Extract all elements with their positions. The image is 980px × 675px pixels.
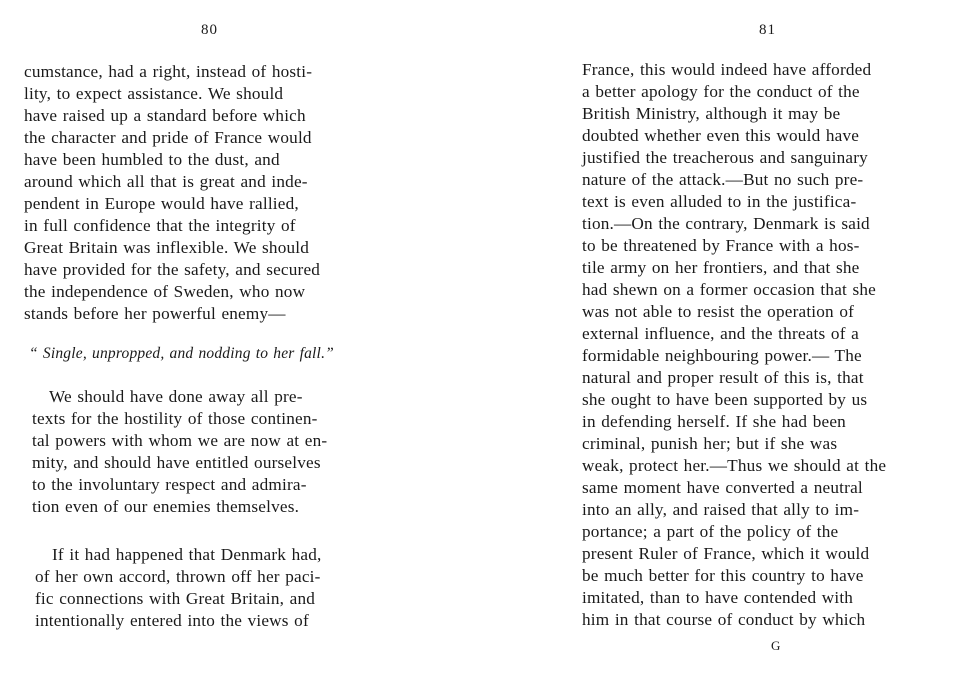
left-line-4: the character and pride of France would [24,128,312,147]
right-line-24: be much better for this country to have [582,566,864,585]
right-line-2: a better apology for the conduct of the [582,82,860,101]
right-line-22: portance; a part of the policy of the [582,522,839,541]
left-line-12: stands before her powerful enemy— [24,304,286,323]
right-line-11: had shewn on a former occasion that she [582,280,877,299]
right-line-5: justified the treacherous and sanguinary [582,148,868,167]
right-line-7: text is even alluded to in the justifica- [582,192,857,211]
left-line-10: have provided for the safety, and secured [24,260,321,279]
right-line-1: France, this would indeed have afforded [582,60,872,79]
page-number-right: 81 [759,22,776,38]
left-line-1: cumstance, had a right, instead of hosti- [24,62,313,81]
para2-line-2: texts for the hostility of those continen- [32,409,318,428]
right-line-14: formidable neighbouring power.— The [582,346,862,365]
right-line-18: criminal, punish her; but if she was [582,434,838,453]
right-line-21: into an ally, and raised that ally to im- [582,500,860,519]
para3-line-1: If it had happened that Denmark had, [52,545,322,564]
para3-line-4: intentionally entered into the views of [35,611,309,630]
signature-mark: G [771,638,781,653]
para2-line-3: tal powers with whom we are now at en- [32,431,328,450]
quotation: “ Single, unpropped, and nodding to her fall.” [29,345,334,362]
right-line-8: tion.—On the contrary, Denmark is said [582,214,870,233]
para2-line-6: tion even of our enemies themselves. [32,497,300,516]
left-line-7: pendent in Europe would have rallied, [24,194,299,213]
para3-line-2: of her own accord, thrown off her paci- [35,567,321,586]
right-line-15: natural and proper result of this is, that [582,368,864,387]
right-line-3: British Ministry, although it may be [582,104,841,123]
left-line-3: have raised up a standard before which [24,106,306,125]
para2-line-5: to the involuntary respect and admira- [32,475,307,494]
right-line-19: weak, protect her.—Thus we should at the [582,456,887,475]
right-line-25: imitated, than to have contended with [582,588,854,607]
right-line-9: to be threatened by France with a hos- [582,236,860,255]
right-page [490,0,980,675]
left-line-11: the independence of Sweden, who now [24,282,306,301]
right-line-20: same moment have converted a neutral [582,478,863,497]
para2-line-4: mity, and should have entitled ourselves [32,453,321,472]
para3-line-3: fic connections with Great Britain, and [35,589,316,608]
left-line-5: have been humbled to the dust, and [24,150,280,169]
right-line-10: tile army on her frontiers, and that she [582,258,860,277]
right-line-23: present Ruler of France, which it would [582,544,870,563]
left-line-6: around which all that is great and inde- [24,172,308,191]
para2-line-1: We should have done away all pre- [49,387,303,406]
right-line-12: was not able to resist the operation of [582,302,855,321]
right-line-4: doubted whether even this would have [582,126,860,145]
right-line-26: him in that course of conduct by which [582,610,866,629]
right-line-17: in defending herself. If she had been [582,412,846,431]
page-number-left: 80 [201,22,218,38]
left-line-8: in full confidence that the integrity of [24,216,296,235]
right-line-16: she ought to have been supported by us [582,390,868,409]
right-line-13: external influence, and the threats of a [582,324,859,343]
right-line-6: nature of the attack.—But no such pre- [582,170,864,189]
left-line-2: lity, to expect assistance. We should [24,84,284,103]
left-line-9: Great Britain was inflexible. We should [24,238,310,257]
